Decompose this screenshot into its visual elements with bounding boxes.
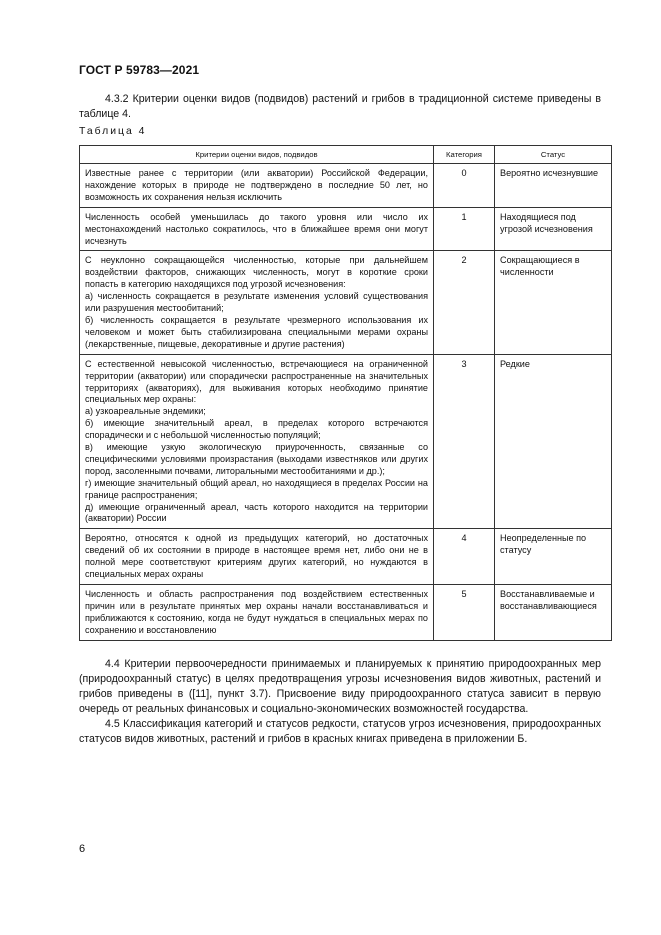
- table-row: [80, 164, 612, 208]
- criteria-line: Численность и область распространения под воздействием естественных причин или в результате принятых мер охраны начали восстанавливаться и приближаются к состоянию, когда не будут нуждаться в специальных мерах по сохранению и восстановлению: [85, 589, 428, 635]
- column-header-status: Статус: [495, 146, 612, 164]
- column-header-criteria: Критерии оценки видов, подвидов: [80, 146, 434, 164]
- paragraph-4-4: 4.4 Критерии первоочередности принимаемых и планируемых к принятию природоохранных мер (природоохранный статус) в целях предотвращения угрозы исчезновения видов животных, растений и грибов приведены в ([11], пункт 3.7). Присвоение виду природоохранного статуса зависит в первую очередь от реальных финансовых и социально-экономических возможностей государства.: [79, 658, 601, 715]
- intro-paragraph: 4.3.2 Критерии оценки видов (подвидов) растений и грибов в традиционной системе приведены в таблице 4.: [79, 93, 601, 120]
- status-cell: Восстанавливаемые и восстанавливающиеся: [495, 585, 612, 641]
- criteria-cell: [80, 585, 434, 641]
- criteria-line: б) численность сокращается в результате чрезмерного использования их человеком и может быть стабилизирована специальными мерами охраны (лекарственные, пищевые, декоративные и другие растения): [85, 314, 428, 349]
- criteria-cell: [80, 251, 434, 354]
- status-cell: Находящиеся под угрозой исчезновения: [495, 207, 612, 251]
- criteria-line: С естественной невысокой численностью, встречающиеся на ограниченной территории (акватории) или спорадически распространенные на значительных территориях (акваториях), для выживания которых необходимо принятие специальных мер охраны:: [85, 358, 428, 405]
- status-cell: Вероятно исчезнувшие: [495, 164, 612, 208]
- criteria-cell: [80, 207, 434, 251]
- criteria-cell: [80, 529, 434, 585]
- criteria-line: в) имеющие узкую экологическую приуроченность, связанные со специфическими условиями произрастания (выходами известняков или других пород, засоленными почвами, литоральными местообитаниями и др.);: [85, 442, 428, 476]
- column-header-category: Категория: [434, 146, 495, 164]
- criteria-table: [79, 145, 612, 641]
- table-row: [80, 251, 612, 354]
- criteria-line: Вероятно, относятся к одной из предыдущих категорий, но достаточных сведений об их состоянии в природе в настоящее время нет, либо они не в полной мере соответствуют критериям других категорий, но нуждаются в специальных мерах охраны: [85, 533, 428, 580]
- category-cell: 4: [434, 529, 495, 585]
- category-cell: 0: [434, 164, 495, 208]
- criteria-line: Известные ранее с территории (или акватории) Российской Федерации, нахождение которых в природе не подтверждено в последние 50 лет, но возможность их сохранения нельзя исключить: [85, 168, 428, 202]
- criteria-cell: [80, 354, 434, 529]
- table-body: [80, 164, 612, 641]
- category-cell: 5: [434, 585, 495, 641]
- table-caption: Таблица 4: [79, 126, 147, 137]
- status-cell: Неопределенные по статусу: [495, 529, 612, 585]
- criteria-line: а) узкоареальные эндемики;: [85, 406, 206, 417]
- criteria-cell: [80, 164, 434, 208]
- criteria-line: С неуклонно сокращающейся численностью, которые при дальнейшем воздействии факторов, снижающих численность, могут в короткие сроки попасть в категорию находящихся под угрозой исчезновения:: [85, 255, 428, 290]
- paragraph-4-5: 4.5 Классификация категорий и статусов редкости, статусов угроз исчезновения, природоохранных статусов видов животных, растений и грибов в красных книгах приведена в приложении Б.: [79, 718, 601, 745]
- criteria-line: д) имеющие ограниченный ареал, часть которого находится на территории (акватории) России: [85, 501, 428, 524]
- page-number: 6: [79, 843, 86, 855]
- status-cell: Редкие: [495, 354, 612, 529]
- table-row: [80, 585, 612, 641]
- criteria-line: г) имеющие значительный общий ареал, но находящиеся в пределах России на границе распространения;: [85, 477, 428, 500]
- criteria-line: б) имеющие значительный ареал, в пределах которого встречаются спорадически и с небольшой численностью популяций;: [85, 418, 428, 441]
- category-cell: 3: [434, 354, 495, 529]
- category-cell: 1: [434, 207, 495, 251]
- status-cell: Сокращающиеся в численности: [495, 251, 612, 354]
- criteria-line: Численность особей уменьшилась до такого уровня или число их местонахождений настолько сократилось, что в ближайшее время они могут исчезнуть: [85, 211, 428, 246]
- table-row: [80, 354, 612, 529]
- table-row: [80, 529, 612, 585]
- document-header: ГОСТ Р 59783—2021: [79, 63, 200, 77]
- closing-paragraphs: [79, 657, 601, 747]
- criteria-line: а) численность сокращается в результате изменения условий существования или разрушения местообитаний;: [85, 291, 428, 314]
- table-row: [80, 207, 612, 251]
- category-cell: 2: [434, 251, 495, 354]
- table-header-row: [80, 146, 612, 164]
